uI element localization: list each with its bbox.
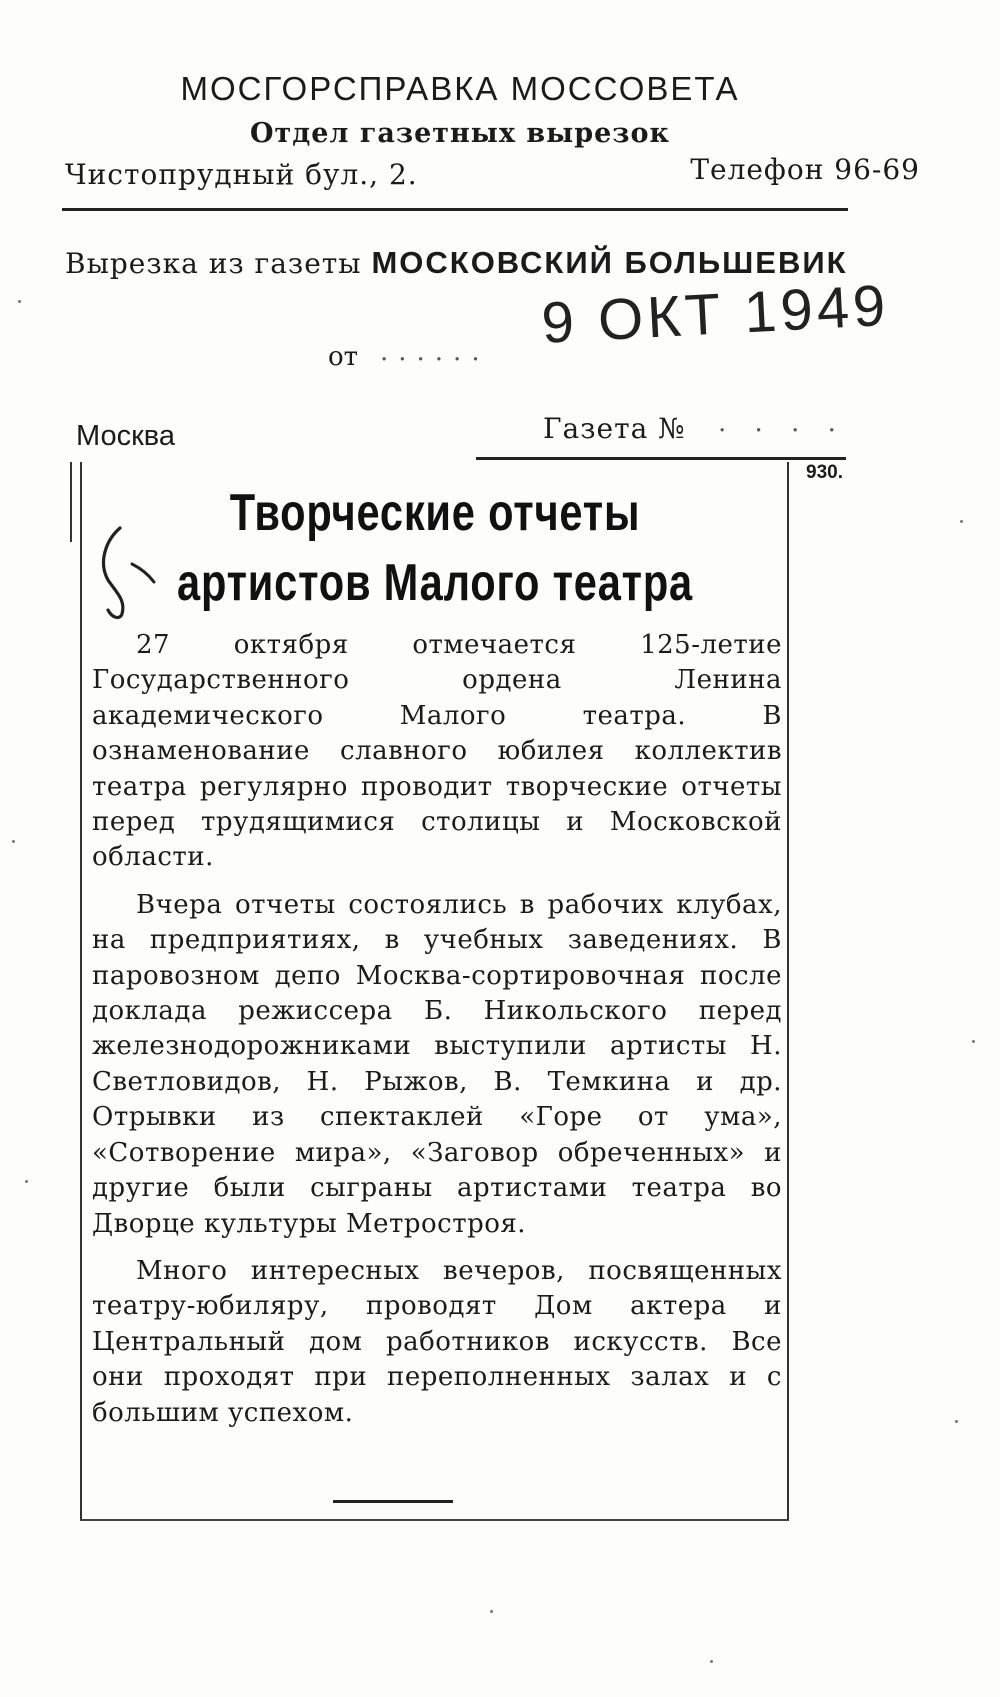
paper-speck bbox=[972, 1040, 975, 1043]
issue-fill-dots: . . . . bbox=[718, 408, 846, 438]
agency-name: МОСГОРСПРАВКА МОССОВЕТА bbox=[180, 70, 740, 107]
date-label: от bbox=[328, 342, 359, 372]
issue-divider bbox=[476, 457, 846, 460]
article-end-rule bbox=[333, 1500, 453, 1503]
agency-address: Чистопрудный бул., 2. bbox=[65, 158, 418, 191]
newspaper-name: МОСКОВСКИЙ БОЛЬШЕВИК bbox=[371, 245, 848, 280]
city-label: Москва bbox=[76, 420, 176, 452]
date-stamp: 9 ОКТ 1949 bbox=[540, 272, 891, 356]
clipping-source-line bbox=[65, 245, 848, 281]
paper-speck bbox=[955, 1420, 958, 1423]
paper-speck bbox=[960, 520, 963, 523]
article-body bbox=[92, 628, 782, 1443]
agency-phone: Телефон 96-69 bbox=[690, 153, 920, 186]
header-divider bbox=[62, 208, 848, 211]
handwritten-mark-icon bbox=[92, 522, 162, 622]
article-paragraph: Вчера отчеты состоялись в рабочих клубах, на предприятиях, в учебных заведениях. В паровозном депо Москва-сортировочная после доклада режиссера Б. Никольского перед железнодорожниками выступили артисты Н. Светловидов, Н. Рыжов, В. Темкина и др. Отрывки из спектаклей «Горе от ума», «Сотворение мира», «Заговор обреченных» и другие были сыграны артистами театра во Дворце культуры Метростроя. bbox=[92, 889, 782, 1239]
paper-speck bbox=[25, 1180, 28, 1183]
article-paragraph: Много интересных вечеров, посвященных театру-юбиляру, проводят Дом актера и Центральный дом работников искусств. Все они проходят при переполненных залах и с большим успехом. bbox=[92, 1255, 782, 1428]
headline-line-1: Творческие отчеты bbox=[229, 484, 641, 542]
article-headline bbox=[151, 478, 719, 618]
paper-speck bbox=[710, 1660, 713, 1663]
paper-speck bbox=[490, 1610, 493, 1613]
headline-line-2: артистов Малого театра bbox=[177, 554, 693, 612]
date-fill-dots: ...... bbox=[380, 337, 490, 367]
clipping-code: 930. bbox=[806, 462, 843, 483]
paper-speck bbox=[18, 300, 21, 303]
clipping-prefix: Вырезка из газеты bbox=[65, 247, 362, 280]
paper-speck bbox=[12, 840, 15, 843]
issue-label: Газета № bbox=[543, 412, 686, 445]
article-paragraph: 27 октября отмечается 125-летие Государственного ордена Ленина академического Малого театра. В ознаменование славного юбилея коллектив театра регулярно проводит творческие отчеты перед трудящимися столицы и Московской области. bbox=[92, 630, 782, 873]
department-name: Отдел газетных вырезок bbox=[250, 118, 670, 149]
